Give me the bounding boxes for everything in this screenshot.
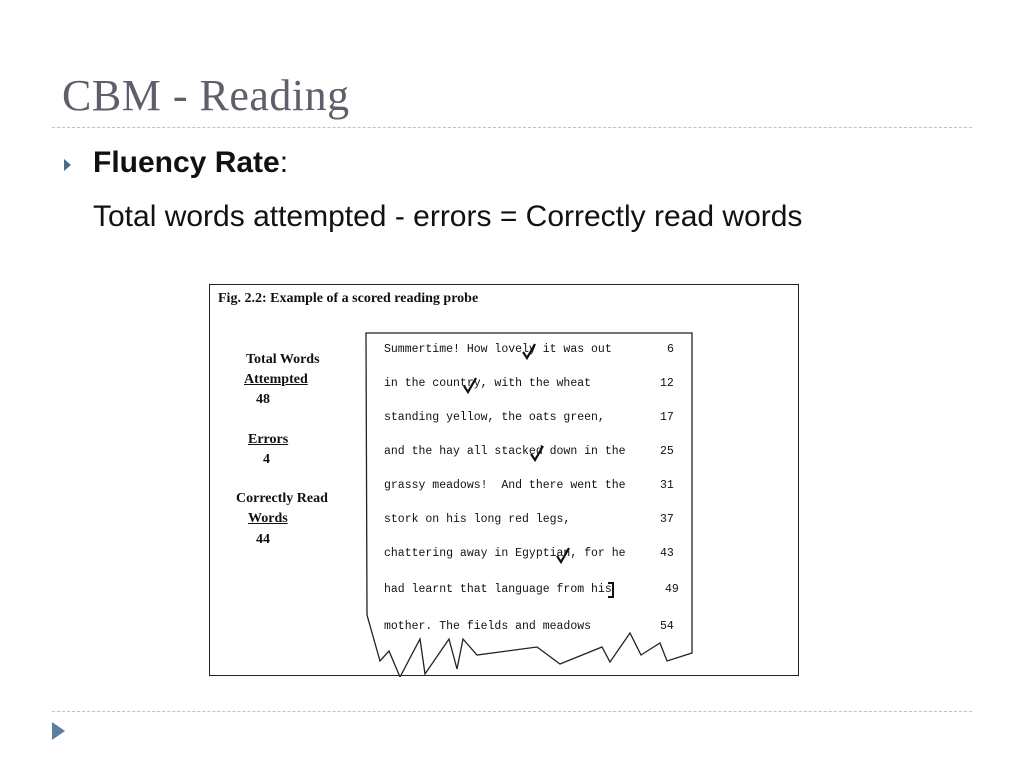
probe-word-count: 43 — [660, 547, 674, 560]
formula-text: Total words attempted - errors = Correctly read words — [93, 200, 803, 233]
total-words-label-2: Attempted — [244, 372, 308, 387]
slide-title: CBM - Reading — [62, 71, 350, 120]
bullet-heading — [93, 146, 288, 180]
probe-word-count: 31 — [660, 479, 674, 492]
probe-line: mother. The fields and meadows — [384, 620, 592, 633]
next-slide-icon[interactable] — [52, 722, 65, 740]
probe-line: in the country, with the wheat — [384, 377, 592, 390]
total-words-value: 48 — [256, 392, 270, 407]
probe-word-count: 25 — [660, 445, 674, 458]
triangle-bullet-icon — [64, 159, 71, 171]
scored-reading-probe-figure — [209, 284, 799, 676]
correct-words-value: 44 — [256, 532, 270, 547]
probe-line: grassy meadows! And there went the — [384, 479, 626, 492]
probe-line: chattering away in Egyptian, for he — [384, 547, 626, 560]
bullet-suffix: : — [279, 146, 289, 179]
probe-line: and the hay all stacked down in the — [384, 445, 626, 458]
title-divider — [52, 127, 972, 128]
correct-words-label-1: Correctly Read — [236, 491, 328, 506]
probe-word-count: 49 — [665, 583, 679, 596]
probe-line: standing yellow, the oats green, — [384, 411, 605, 424]
probe-line: had learnt that language from his — [384, 583, 612, 596]
probe-word-count: 6 — [667, 343, 674, 356]
probe-word-count: 12 — [660, 377, 674, 390]
probe-line: stork on his long red legs, — [384, 513, 571, 526]
footer-divider — [52, 711, 972, 712]
bullet-term: Fluency Rate — [93, 146, 280, 179]
total-words-label-1: Total Words — [246, 352, 320, 367]
probe-word-count: 17 — [660, 411, 674, 424]
errors-value: 4 — [263, 452, 270, 467]
figure-caption: Fig. 2.2: Example of a scored reading probe — [218, 291, 479, 306]
correct-words-label-2: Words — [248, 511, 288, 526]
probe-line: Summertime! How lovely it was out — [384, 343, 612, 356]
errors-label: Errors — [248, 432, 289, 447]
probe-word-count: 37 — [660, 513, 674, 526]
probe-word-count: 54 — [660, 620, 674, 633]
